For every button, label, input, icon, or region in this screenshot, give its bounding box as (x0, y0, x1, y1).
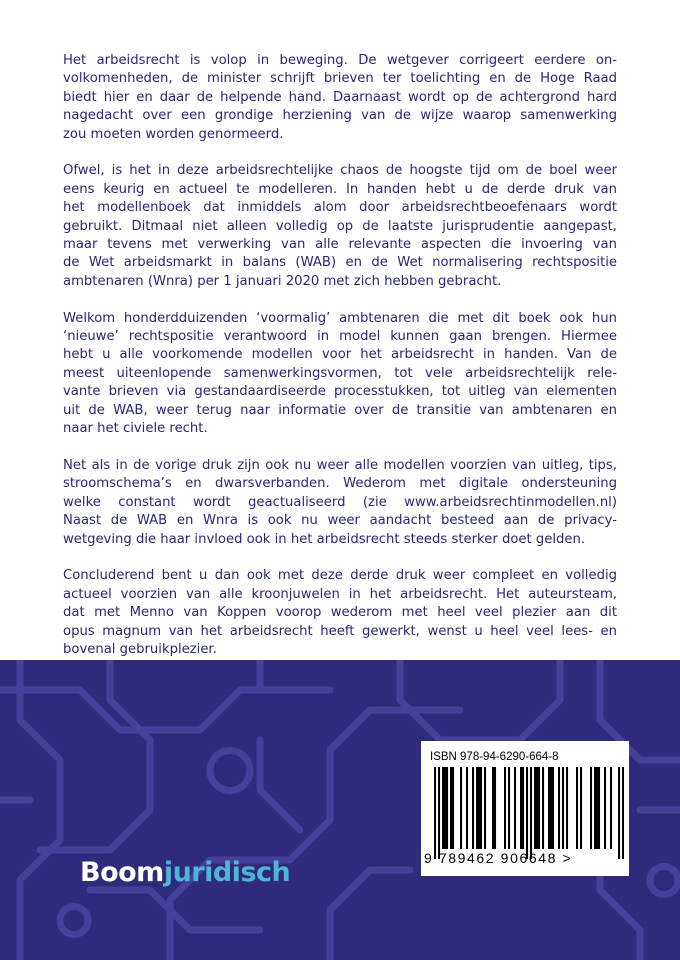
isbn-label: ISBN 978-94-6290-664-8 (430, 751, 559, 763)
text-line: naar het civiele recht. (63, 421, 208, 437)
text-line: wetgeving die haar invloed ook in het arbeidsrecht steeds sterker doet gelden. (63, 531, 586, 547)
barcode-bar (558, 767, 560, 849)
barcode-bar (550, 767, 552, 849)
ean-digits: 9 789462 906648 > (424, 850, 573, 866)
barcode-bar (610, 767, 612, 849)
text-line: eens keurig en actueel te modelleren. In handen hebt u de derde druk van (63, 181, 617, 197)
text-line: opus magnum van het arbeidsrecht heeft gewerkt, wenst u heel veel lees- en (63, 623, 617, 639)
barcode-bar (504, 767, 506, 849)
barcode-bar (460, 767, 462, 849)
barcode-bar (548, 767, 550, 849)
barcode-bar (598, 767, 600, 849)
paragraph (63, 567, 617, 659)
barcode-bar (552, 767, 554, 849)
text-line: hebt u alle voorkomende modellen voor het arbeidsrecht in handen. Van de (63, 347, 617, 363)
barcode-bar (452, 767, 454, 849)
barcode-bar (444, 767, 446, 849)
text-line: zou moeten worden genormeerd. (63, 126, 284, 142)
barcode-bar (536, 767, 538, 849)
barcode-bar (566, 767, 568, 849)
text-line: biedt hier en daar de helpende hand. Daarnaast wordt op de achtergrond hard (63, 89, 617, 105)
barcode-bar (530, 767, 532, 859)
back-cover-text (63, 52, 617, 678)
barcode-bar (466, 767, 468, 849)
barcode-bar (590, 767, 592, 849)
barcode-bar (538, 767, 540, 849)
barcode-bar (438, 767, 440, 859)
text-line: Net als in de vorige druk zijn ook nu weer alle modellen voorzien van uitleg, tips, (63, 457, 617, 473)
barcode-bar (520, 767, 522, 849)
barcode-bar (476, 767, 478, 849)
text-line: meest uiteenlopende samenwerkingsvormen, tot vele arbeidsrechtelijk rele- (63, 365, 617, 381)
barcode-bar (618, 767, 620, 859)
text-line: vante brieven via gestandaardiseerde processtukken, tot uitleg van elementen (63, 384, 617, 400)
text-line: welke constant wordt geactualiseerd (zie www.arbeidsrechtinmodellen.nl) (63, 494, 617, 510)
text-line: stroomschema’s en dwarsverbanden. Wederom met digitale ondersteuning (63, 476, 617, 492)
text-line: Concluderend bent u dan ook met deze derde druk weer compleet en volledig (63, 568, 617, 584)
paragraph (63, 457, 617, 549)
text-line: dat met Menno van Koppen voorop wederom met heel veel plezier aan dit (63, 605, 617, 621)
paragraph (63, 162, 617, 291)
barcode-bar (534, 767, 536, 849)
text-line: bovenal gebruikplezier. (63, 641, 217, 657)
barcode-bar (450, 767, 452, 849)
barcode-bar (442, 767, 444, 849)
publisher-logo (80, 857, 290, 888)
text-line: gebruikt. Ditmaal niet alleen volledig op de laatste jurisprudentie aangepast, (63, 218, 617, 234)
barcode-bar (580, 767, 582, 849)
barcode-bar (596, 767, 598, 849)
text-line: Welkom honderdduizenden ‘voormalig’ ambtenaren die met dit boek ook hun (63, 310, 617, 326)
barcode-bar (492, 767, 494, 849)
paragraph (63, 310, 617, 439)
barcode-bar (434, 767, 436, 859)
text-line: ambtenaren (Wnra) per 1 januari 2020 met zich hebben gebracht. (63, 273, 502, 289)
text-line: Het arbeidsrecht is volop in beweging. De wetgever corrigeert eerdere on- (63, 53, 617, 68)
barcode-bar (526, 767, 528, 859)
text-line: Ofwel, is het in deze arbeidsrechtelijke chaos de hoogste tijd om de boel weer (63, 163, 617, 179)
barcode-bar (594, 767, 596, 849)
text-line: actueel voorzien van alle kroonjuwelen in het arbeidsrecht. Het auteursteam, (63, 586, 617, 602)
text-line: volkomenheden, de minister schrijft brieven ter toelichting en de Hoge Raad (63, 71, 617, 87)
text-line: de Wet arbeidsmarkt in balans (WAB) en de Wet normalisering rechtspositie (63, 255, 617, 271)
barcode-bar (478, 767, 480, 849)
barcode-bar (542, 767, 544, 849)
text-line: maar tevens met verwerking van alle relevante aspecten die invoering van (63, 237, 617, 253)
ean-barcode (434, 767, 624, 859)
logo-part-boom: Boom (80, 857, 164, 888)
barcode-bar (562, 767, 564, 849)
text-line: ‘nieuwe’ rechtspositie verantwoord in model kunnen gaan brengen. Hiermee (63, 329, 617, 345)
paragraph (63, 52, 617, 144)
barcode-bar (446, 767, 448, 849)
text-line: uit de WAB, weer terug naar informatie over de transitie van ambtenaren en (63, 402, 617, 418)
barcode-bar (508, 767, 510, 849)
barcode-bar (484, 767, 486, 849)
logo-part-juridisch: juridisch (163, 857, 291, 888)
text-line: Naast de WAB en Wnra is ook nu weer aandacht besteed aan de privacy- (63, 513, 617, 529)
barcode-bar (514, 767, 516, 849)
barcode-bar (576, 767, 578, 849)
text-line: nagedacht over een grondige herziening van de wijze waarop samenwerking (63, 108, 617, 124)
barcode-bar (622, 767, 624, 859)
barcode-bar (604, 767, 606, 849)
barcode-bar (472, 767, 474, 849)
text-line: het modellenboek dat inmiddels alom door arbeidsrechtbeoefenaars wordt (63, 200, 617, 216)
barcode-bar (522, 767, 524, 849)
barcode-bar (494, 767, 496, 849)
barcode-bar (480, 767, 482, 849)
